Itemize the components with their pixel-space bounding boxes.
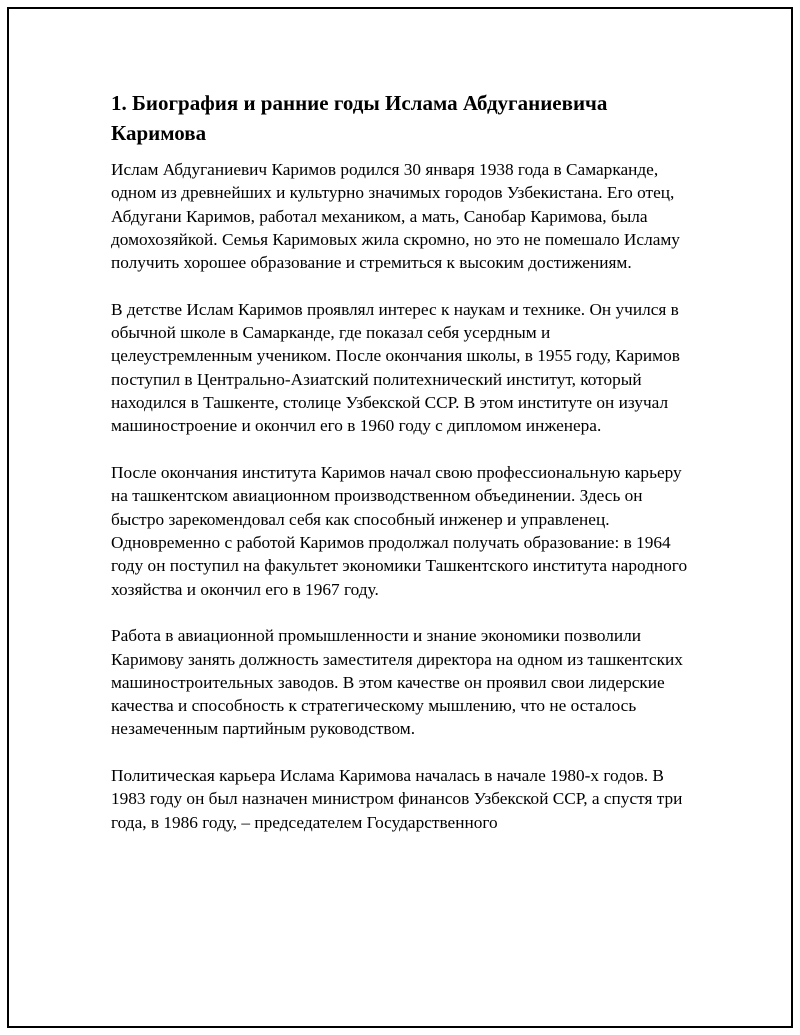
paragraph-birth: Ислам Абдуганиевич Каримов родился 30 января 1938 года в Самарканде, одном из древнейших и культурно значимых городов Узбекистана. Его отец, Абдугани Каримов, работал механиком, а мать, Санобар Каримова, была домохозяйкой. Семья Каримовых жила скромно, но это не помешало Исламу получить хорошее образование и стремиться к высоким достижениям. [111,160,680,273]
document-body [111,88,691,857]
paragraph-early-career: После окончания института Каримов начал свою профессиональную карьеру на ташкентском авиационном производственном объединении. Здесь он быстро зарекомендовал себя как способный инженер и управленец. Одновременно с работой Каримов продолжал получать образование: в 1964 году он поступил на факультет экономики Ташкентского института народного хозяйства и окончил его в 1967 году. [111,463,688,599]
paragraph-political-career: Политическая карьера Ислама Каримова началась в начале 1980-х годов. В 1983 году он был назначен министром финансов Узбекской ССР, а спустя три года, в 1986 году, – председателем Государственного [111,766,683,832]
paragraph-management: Работа в авиационной промышленности и знание экономики позволили Каримову занять должность заместителя директора на одном из ташкентских машиностроительных заводов. В этом качестве он проявил свои лидерские качества и способность к стратегическому мышлению, что не осталось незамеченным партийным руководством. [111,626,683,739]
section-heading: 1. Биография и ранние годы Ислама Абдуганиевича Каримова [111,91,608,145]
paragraph-education: В детстве Ислам Каримов проявлял интерес к наукам и технике. Он учился в обычной школе в Самарканде, где показал себя усердным и целеустремленным учеником. После окончания школы, в 1955 году, Каримов поступил в Центрально-Азиатский политехнический институт, который находился в Ташкенте, столице Узбекской ССР. В этом институте он изучал машиностроение и окончил его в 1960 году с дипломом инженера. [111,299,680,436]
